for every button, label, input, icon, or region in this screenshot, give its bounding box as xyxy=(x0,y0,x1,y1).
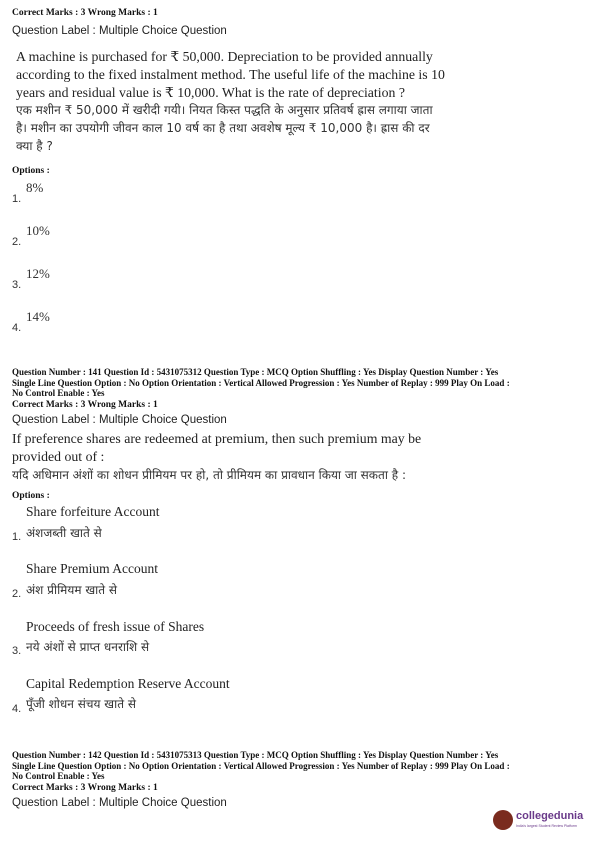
question-line-hi: यदि अधिमान अंशों का शोधन प्रीमियम पर हो, तो प्रीमियम का प्रावधान किया जा सकता है : xyxy=(12,467,406,482)
question-line-hi: क्या है ? xyxy=(16,139,53,154)
q141-option-2-number: 2. xyxy=(12,588,22,600)
logo-tagline: India's largest Student Review Platform xyxy=(516,824,577,828)
q141-option-1-en[interactable]: Share forfeiture Account xyxy=(26,504,160,519)
q140-option-4-value[interactable]: 14% xyxy=(26,309,50,324)
q140-option-1-number: 1. xyxy=(12,193,22,205)
meta-line: Single Line Question Option : No Option Orientation : Vertical Allowed Progression : Yes Number of Replay : 999 Play On Load : xyxy=(12,377,510,388)
q141-question-text xyxy=(12,430,421,484)
question-line-en: A machine is purchased for ₹ 50,000. Depreciation to be provided annually xyxy=(16,49,433,64)
q140-option-4-number: 4. xyxy=(12,322,22,334)
q141-options-heading: Options : xyxy=(12,491,50,501)
q141-option-4-hi[interactable]: पूँजी शोधन संचय खाते से xyxy=(26,697,136,711)
q141-option-2-hi[interactable]: अंश प्रीमियम खाते से xyxy=(26,583,118,597)
q140-option-3-number: 3. xyxy=(12,279,22,291)
question-line-en: years and residual value is ₹ 10,000. What is the rate of depreciation ? xyxy=(16,84,405,100)
q141-marks: Correct Marks : 3 Wrong Marks : 1 xyxy=(12,400,158,410)
q142-meta xyxy=(12,750,510,782)
q140-options-heading: Options : xyxy=(12,166,50,176)
q140-option-1-value[interactable]: 8% xyxy=(26,180,44,195)
q141-option-1-number: 1. xyxy=(12,531,22,543)
logo-wordmark: collegedunia xyxy=(516,810,584,822)
q141-option-1-hi[interactable]: अंशजब्ती खाते से xyxy=(26,526,102,540)
q140-label: Question Label : Multiple Choice Question xyxy=(12,25,227,37)
q141-label: Question Label : Multiple Choice Question xyxy=(12,414,227,426)
question-line-hi: है। मशीन का उपयोगी जीवन काल 10 वर्ष का है तथा अवशेष मूल्य ₹ 10,000 है। ह्रास की दर xyxy=(16,121,430,136)
q142-marks: Correct Marks : 3 Wrong Marks : 1 xyxy=(12,783,158,793)
q141-option-2-en[interactable]: Share Premium Account xyxy=(26,561,158,576)
meta-line: No Control Enable : Yes xyxy=(12,388,105,398)
q140-option-3-value[interactable]: 12% xyxy=(26,266,50,281)
meta-line: Question Number : 142 Question Id : 5431075313 Question Type : MCQ Option Shuffling : Yes Display Question Number : Yes xyxy=(12,750,499,760)
q142-label: Question Label : Multiple Choice Question xyxy=(12,797,227,809)
question-line-en: If preference shares are redeemed at premium, then such premium may be xyxy=(12,431,422,446)
question-line-en: provided out of : xyxy=(12,448,105,464)
q140-marks: Correct Marks : 3 Wrong Marks : 1 xyxy=(12,8,158,18)
q140-option-2-value[interactable]: 10% xyxy=(26,223,50,238)
question-line-en: according to the fixed instalment method. The useful life of the machine is 10 xyxy=(16,66,445,82)
meta-line: Question Number : 141 Question Id : 5431075312 Question Type : MCQ Option Shuffling : Yes Display Question Number : Yes xyxy=(12,367,499,377)
q141-meta xyxy=(12,367,510,399)
q141-option-3-en[interactable]: Proceeds of fresh issue of Shares xyxy=(26,619,205,634)
graduate-mascot-icon xyxy=(493,810,513,830)
q141-option-3-number: 3. xyxy=(12,645,22,657)
q140-question-text xyxy=(16,48,445,155)
question-line-hi: एक मशीन ₹ 50,000 में खरीदी गयी। नियत किस्त पद्धति के अनुसार प्रतिवर्ष ह्रास लगाया जाता xyxy=(16,103,433,118)
meta-line: No Control Enable : Yes xyxy=(12,771,105,781)
collegedunia-logo xyxy=(493,808,589,834)
q141-option-4-number: 4. xyxy=(12,703,22,715)
q140-option-2-number: 2. xyxy=(12,236,22,248)
q141-option-3-hi[interactable]: नये अंशों से प्राप्त धनराशि से xyxy=(26,640,150,654)
meta-line: Single Line Question Option : No Option Orientation : Vertical Allowed Progression : Yes Number of Replay : 999 Play On Load : xyxy=(12,760,510,771)
q141-option-4-en[interactable]: Capital Redemption Reserve Account xyxy=(26,676,230,691)
